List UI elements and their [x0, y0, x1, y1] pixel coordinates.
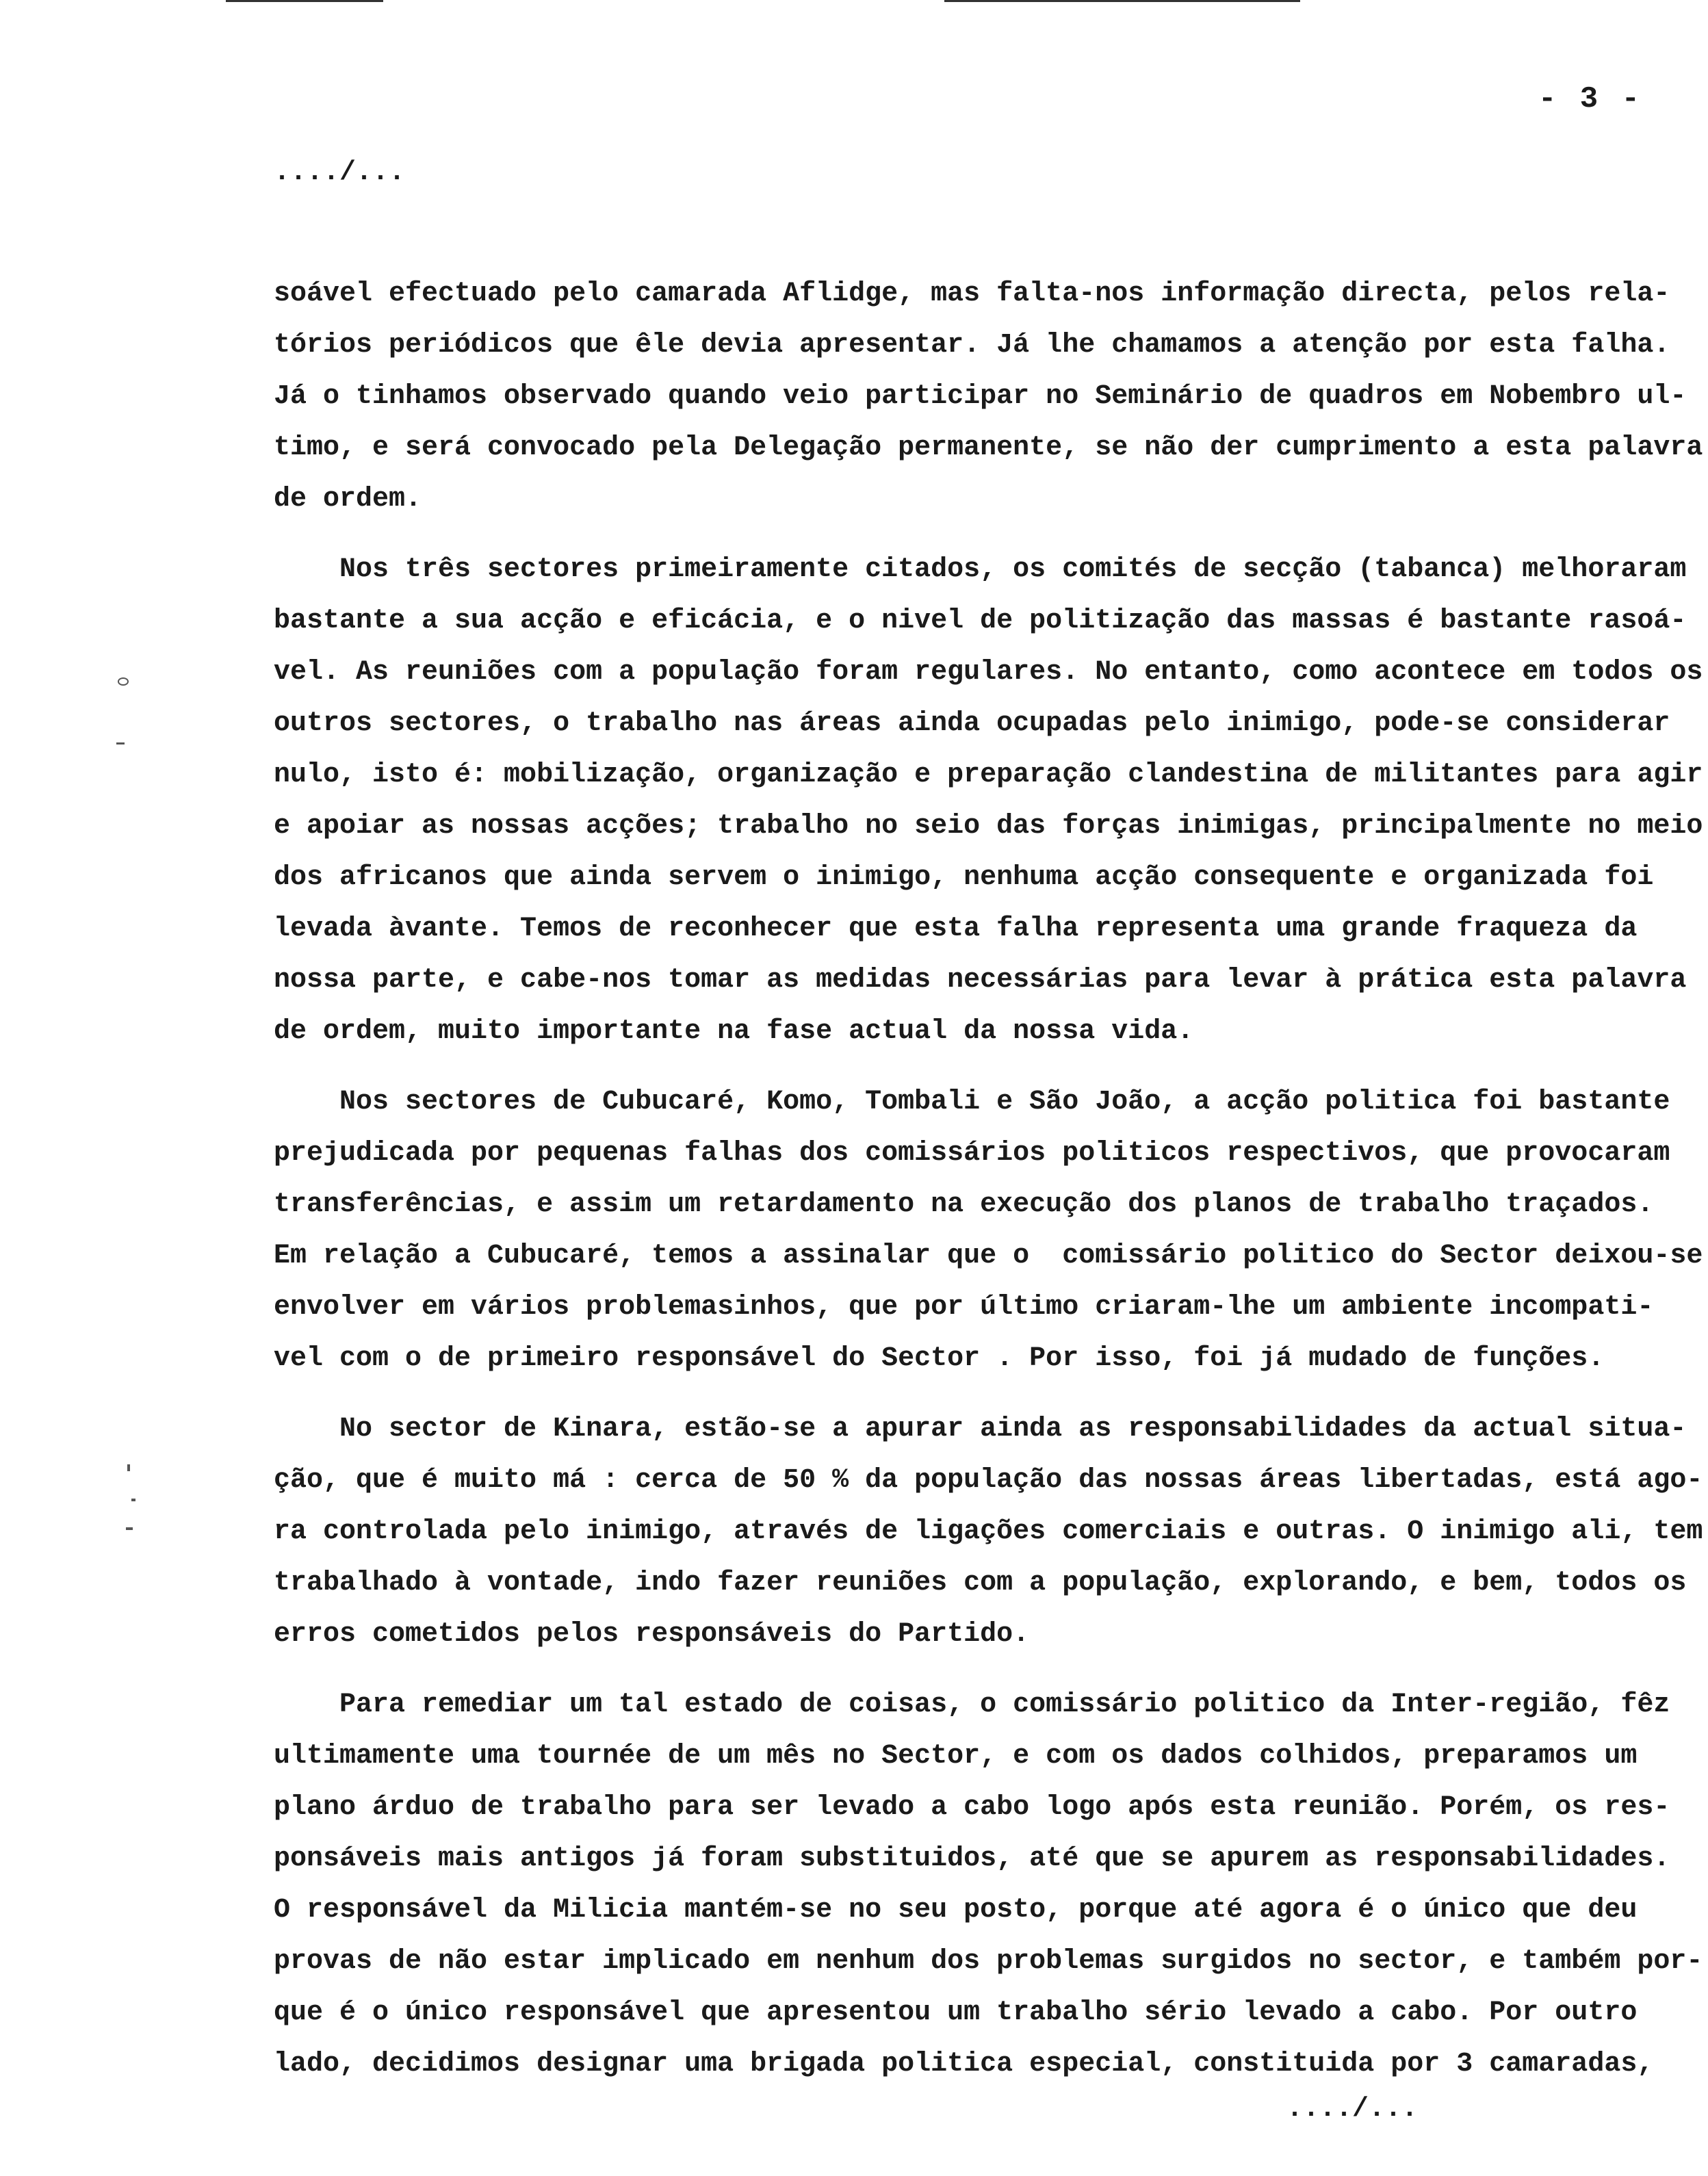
- scan-edge-rule-left: [226, 0, 383, 2]
- text-line: provas de não estar implicado em nenhum dos problemas surgidos no sector, e também por-: [274, 1946, 1703, 1977]
- text-line: tórios periódicos que êle devia apresentar. Já lhe chamamos a atenção por esta falha.: [274, 330, 1670, 361]
- text-line: outros sectores, o trabalho nas áreas ainda ocupadas pelo inimigo, pode-se considerar: [274, 708, 1670, 739]
- text-line: Nos sectores de Cubucaré, Komo, Tombali e São João, a acção politica foi bastante: [274, 1087, 1670, 1117]
- margin-mark: [116, 742, 125, 744]
- document-body: [274, 268, 1703, 2090]
- text-line: ção, que é muito má : cerca de 50 % da população das nossas áreas libertadas, está ago-: [274, 1465, 1703, 1496]
- text-line: prejudicada por pequenas falhas dos comissários politicos respectivos, que provocaram: [274, 1138, 1670, 1169]
- text-line: e apoiar as nossas acções; trabalho no seio das forças inimigas, principalmente no meio: [274, 811, 1703, 842]
- text-line: Em relação a Cubucaré, temos a assinalar que o comissário politico do Sector deixou-se: [274, 1241, 1703, 1271]
- text-line: Já o tinhamos observado quando veio participar no Seminário de quadros em Nobembro ul-: [274, 381, 1687, 412]
- text-line: No sector de Kinara, estão-se a apurar ainda as responsabilidades da actual situa-: [274, 1414, 1687, 1445]
- text-line: Nos três sectores primeiramente citados, os comités de secção (tabanca) melhoraram: [274, 554, 1687, 585]
- continuation-mark-bottom: ..../...: [1286, 2094, 1419, 2125]
- text-line: transferências, e assim um retardamento na execução dos planos de trabalho traçados.: [274, 1189, 1654, 1220]
- paragraph: [274, 544, 1703, 1057]
- continuation-mark-top: ..../...: [274, 157, 406, 188]
- text-line: de ordem.: [274, 484, 422, 515]
- text-line: plano árduo de trabalho para ser levado a cabo logo após esta reunião. Porém, os res-: [274, 1792, 1670, 1823]
- text-line: levada àvante. Temos de reconhecer que esta falha representa uma grande fraqueza da: [274, 914, 1638, 944]
- scan-edge-rule-right: [944, 0, 1300, 2]
- margin-mark: [127, 1464, 130, 1471]
- text-line: de ordem, muito importante na fase actual da nossa vida.: [274, 1016, 1194, 1047]
- text-line: vel. As reuniões com a população foram regulares. No entanto, como acontece em todos os: [274, 657, 1703, 688]
- text-line: lado, decidimos designar uma brigada politica especial, constituida por 3 camaradas,: [274, 2049, 1654, 2080]
- text-line: dos africanos que ainda servem o inimigo, nenhuma acção consequente e organizada foi: [274, 862, 1654, 893]
- text-line: ponsáveis mais antigos já foram substituidos, até que se apurem as responsabilidades.: [274, 1843, 1670, 1874]
- text-line: ra controlada pelo inimigo, através de ligações comerciais e outras. O inimigo ali, tem: [274, 1516, 1703, 1547]
- text-line: bastante a sua acção e eficácia, e o nivel de politização das massas é bastante rasoá-: [274, 606, 1687, 636]
- text-line: erros cometidos pelos responsáveis do Partido.: [274, 1619, 1030, 1650]
- margin-mark: [118, 677, 129, 686]
- text-line: O responsável da Milicia mantém-se no seu posto, porque até agora é o único que deu: [274, 1895, 1638, 1926]
- paragraph: [274, 1076, 1703, 1384]
- text-line: envolver em vários problemasinhos, que por último criaram-lhe um ambiente incompati-: [274, 1292, 1654, 1323]
- text-line: timo, e será convocado pela Delegação permanente, se não der cumprimento a esta palavra: [274, 432, 1703, 463]
- paragraph: [274, 1679, 1703, 2090]
- text-line: nossa parte, e cabe-nos tomar as medidas necessárias para levar à prática esta palavra: [274, 965, 1687, 996]
- text-line: nulo, isto é: mobilização, organização e preparação clandestina de militantes para agir: [274, 760, 1703, 790]
- text-line: soável efectuado pelo camarada Aflidge, mas falta-nos informação directa, pelos rela-: [274, 279, 1670, 309]
- paragraph: [274, 268, 1703, 525]
- text-line: Para remediar um tal estado de coisas, o comissário politico da Inter-região, fêz: [274, 1689, 1670, 1720]
- paragraph: [274, 1403, 1703, 1660]
- page-number: - 3 -: [1538, 82, 1642, 116]
- text-line: ultimamente uma tournée de um mês no Sector, e com os dados colhidos, preparamos um: [274, 1741, 1638, 1772]
- margin-mark: [131, 1499, 135, 1501]
- text-line: trabalhado à vontade, indo fazer reuniões com a população, explorando, e bem, todos os: [274, 1568, 1687, 1598]
- text-line: vel com o de primeiro responsável do Sector . Por isso, foi já mudado de funções.: [274, 1343, 1605, 1374]
- margin-mark: [126, 1527, 133, 1530]
- text-line: que é o único responsável que apresentou um trabalho sério levado a cabo. Por outro: [274, 1997, 1638, 2028]
